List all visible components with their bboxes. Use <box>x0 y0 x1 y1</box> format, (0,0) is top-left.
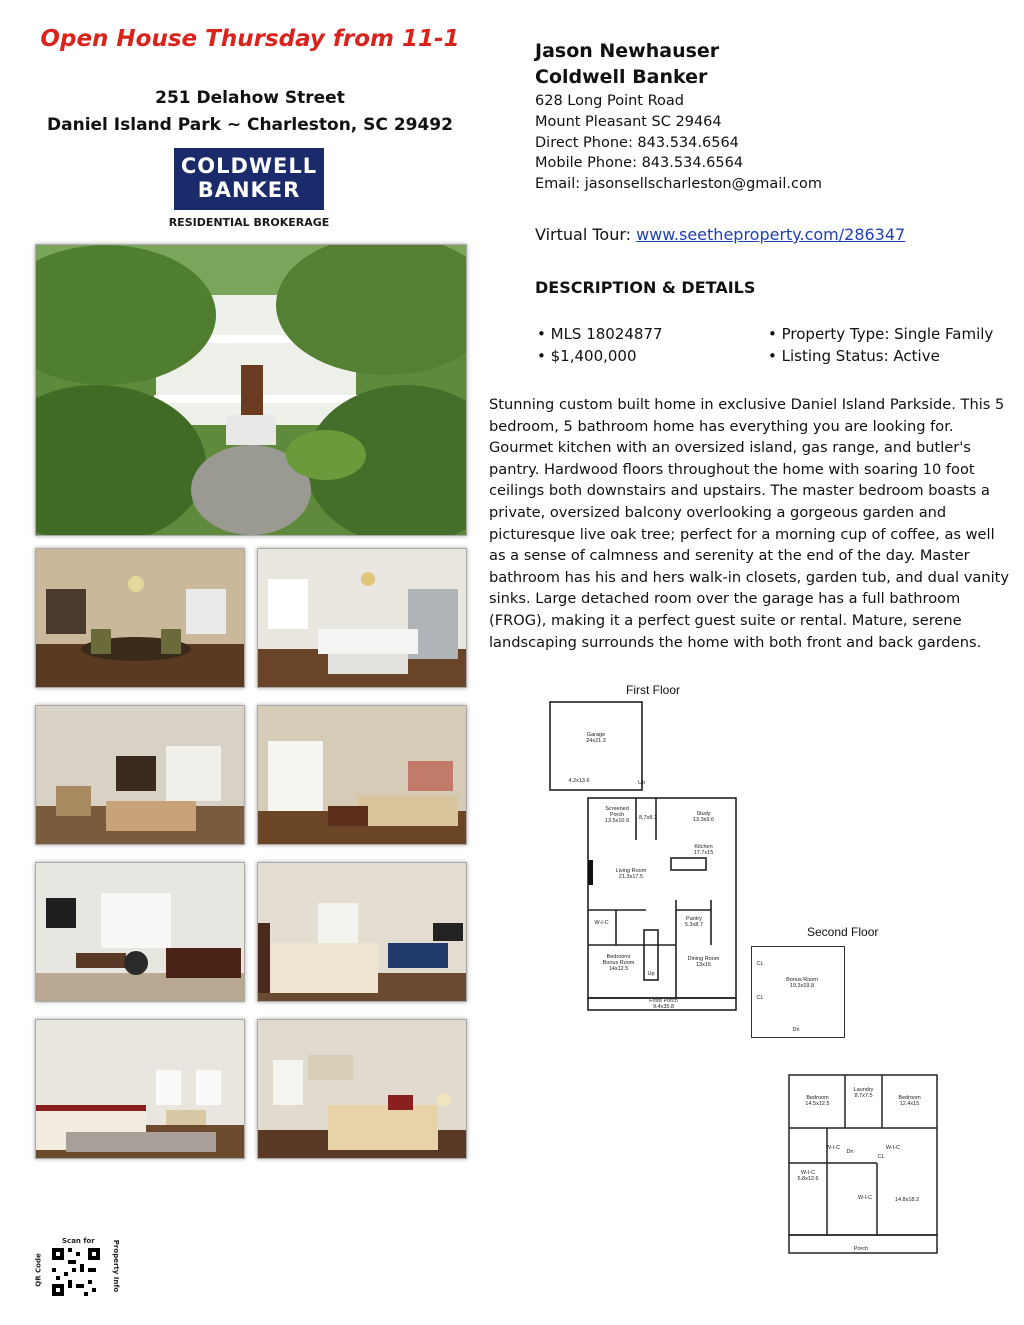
qr-code[interactable] <box>52 1248 100 1296</box>
dining-room-photo <box>35 548 245 688</box>
room-porch: Porch <box>853 1246 869 1252</box>
first-floor-label: First Floor <box>626 683 680 697</box>
first-floor-plan <box>546 700 746 1020</box>
agent-email: Email: jasonsellscharleston@gmail.com <box>535 176 822 192</box>
bonus-room-plan <box>751 946 845 1038</box>
second-floor-label: Second Floor <box>807 925 879 939</box>
room-screened-porch: Screened Porch 13.5x10.9 <box>604 806 630 824</box>
agent-direct-phone: Direct Phone: 843.534.6564 <box>535 135 739 151</box>
address-line-2: Daniel Island Park ~ Charleston, SC 29492 <box>47 115 453 135</box>
living-room-photo <box>35 705 245 845</box>
room-storage: 4.2x13.6 <box>568 778 590 784</box>
room-bedroom-bonus: Bedroom/ Bonus Room 14x12.5 <box>602 954 635 972</box>
room-master: 14.8x18.2 <box>894 1197 920 1203</box>
virtual-tour <box>535 225 905 244</box>
room-kitchen: Kitchen 17.7x15 <box>693 844 714 856</box>
detail-item: • MLS 18024877 <box>537 325 663 343</box>
master-bedroom-photo <box>35 1019 245 1159</box>
agent-name: Jason Newhauser <box>535 40 720 62</box>
virtual-tour-link[interactable]: www.seetheproperty.com/286347 <box>636 225 906 244</box>
open-house-headline: Open House Thursday from 11-1 <box>40 26 460 52</box>
agent-city: Mount Pleasant SC 29464 <box>535 114 722 130</box>
room-wic-4: W-I-C <box>857 1195 873 1201</box>
detail-item: • $1,400,000 <box>537 347 637 365</box>
room-living: Living Room 21.3x17.5 <box>615 868 647 880</box>
property-description: Stunning custom built home in exclusive Daniel Island Parkside. This 5 bedroom, 5 bathroom home has everything you are looking for. Gourmet kitchen with an oversized island, gas range, and butler's pantry. Hardwood floors throughout the home with soaring 10 foot ceilings both downstairs and upstairs. The master bedroom boasts a private, oversized balcony overlooking a gorgeous garden and picturesque live oak tree; perfect for a morning cup of coffee, as well as a sense of calmness and serenity at the end of the day. Master bathroom has his and hers walk-in closets, garden tub, and dual vanity sinks. Large detached room over the garage has a full bathroom (FROG), making it a perfect guest suite or rental. Mature, serene landscaping surrounds the home with both front and back gardens. <box>489 396 1009 651</box>
room-garage: Garage 24x21.3 <box>586 732 606 744</box>
room-wic-2: W-I-C <box>885 1145 901 1151</box>
detail-mls: MLS 18024877 <box>550 325 663 343</box>
room-down: Dn <box>846 1149 854 1155</box>
qr-top-label: Scan for <box>62 1237 95 1245</box>
room-closet: CL <box>877 1154 885 1160</box>
room-bonus-down: Dn <box>792 1027 800 1033</box>
exterior-photo <box>35 244 467 536</box>
room-up-2: Up <box>647 971 655 977</box>
detail-property-type: Property Type: Single Family <box>781 325 994 343</box>
room-laundry: Laundry 8.7x7.5 <box>853 1087 874 1099</box>
qr-left-label: QR Code <box>34 1253 43 1287</box>
address-line-1: 251 Delahow Street <box>155 88 345 108</box>
room-hall: 8.7x8.3 <box>638 815 658 821</box>
room-wic-3: W-I-C 5.8x12.6 <box>797 1170 819 1182</box>
kitchen-photo <box>257 548 467 688</box>
agent-mobile-phone: Mobile Phone: 843.534.6564 <box>535 155 744 171</box>
details-heading: DESCRIPTION & DETAILS <box>535 278 756 297</box>
agent-company: Coldwell Banker <box>535 66 708 88</box>
room-up-1: Up <box>637 780 646 786</box>
room-bedroom-2: Bedroom 12.4x15 <box>898 1095 921 1107</box>
room-bedroom-1: Bedroom 14.5x12.5 <box>805 1095 830 1107</box>
bedroom-photo <box>257 862 467 1002</box>
room-bonus-closet-1: CL <box>756 961 764 967</box>
room-wic-1: W-I-C <box>825 1145 841 1151</box>
guest-bedroom-photo <box>257 1019 467 1159</box>
qr-right-label: Property Info <box>112 1239 121 1293</box>
logo-line-1: COLDWELL <box>180 154 318 178</box>
room-wic: W-I-C <box>594 920 609 926</box>
detail-item: • Property Type: Single Family <box>768 325 994 343</box>
room-pantry: Pantry 5.3x8.7 <box>684 916 704 928</box>
room-bonus-closet-2: CL <box>756 995 764 1001</box>
room-study: Study 13.3x9.6 <box>692 811 715 823</box>
detail-price: $1,400,000 <box>550 347 637 365</box>
family-room-photo <box>257 705 467 845</box>
room-dining: Dining Room 13x15 <box>687 956 720 968</box>
second-floor-plan <box>787 1073 939 1268</box>
office-photo <box>35 862 245 1002</box>
agent-street: 628 Long Point Road <box>535 93 684 109</box>
room-front-porch: Front Porch 9.4x35.8 <box>649 998 678 1010</box>
logo-line-2: BANKER <box>197 178 301 202</box>
coldwell-banker-logo <box>174 148 324 210</box>
detail-item: • Listing Status: Active <box>768 347 940 365</box>
detail-listing-status: Listing Status: Active <box>781 347 940 365</box>
room-bonus: Bonus Room 19.3x19.8 <box>786 977 818 989</box>
virtual-tour-label: Virtual Tour: <box>535 225 637 244</box>
logo-subtitle: RESIDENTIAL BROKERAGE <box>168 216 330 229</box>
